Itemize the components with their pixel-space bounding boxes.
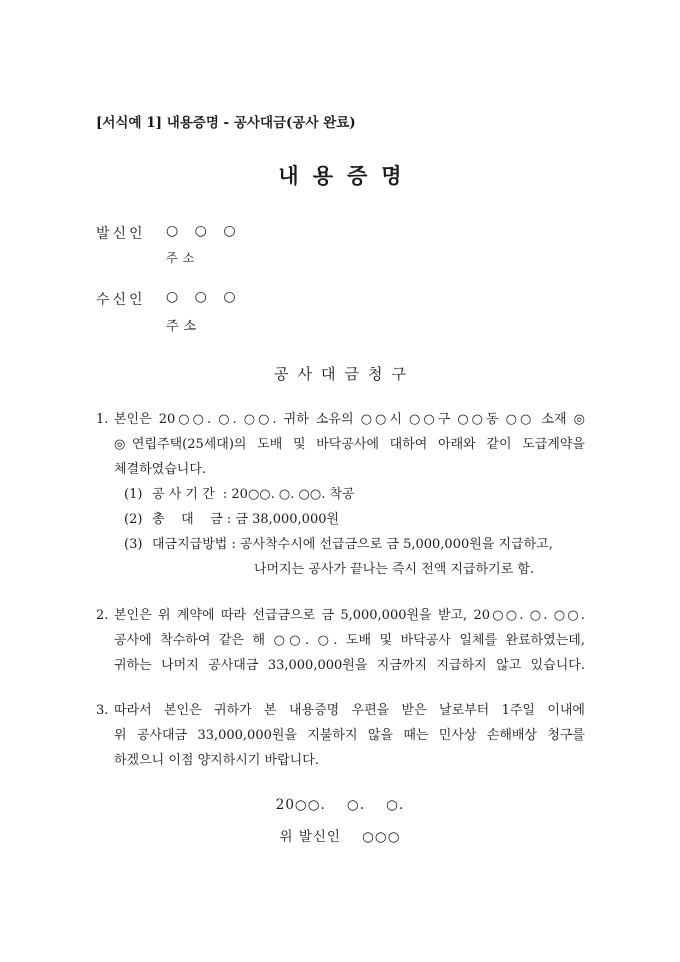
list-item-number: (3) [124,537,143,552]
document-title: 내용증명 [278,163,416,188]
paragraph-text: ◎연립주택(25세대)의 도배 및 바닥공사에 대하여 아래와 같이 도급계약을 [114,437,585,452]
list-item-number: (1) [124,487,143,502]
paragraph-text: 본인은 20○○. ○. ○○. 귀하 소유의 ○○시 ○○구 ○○동 ○○ 소재 ◎ [114,412,585,427]
receiver-name: ○ ○ ○ [166,289,242,305]
paragraph-number: 2. [96,608,109,623]
paragraph-text: 따라서 본인은 귀하가 본 내용증명 우편을 받은 날로부터 1주일 이내에 [114,703,585,718]
receiver-label: 수신인 [96,292,146,308]
paragraph-line [96,457,585,482]
paragraph-line [96,723,585,748]
sender-address-label: 주소 [166,251,200,265]
paragraph-1 [96,407,585,582]
contract-terms-list [96,482,585,582]
paragraph-3 [96,698,585,773]
paragraph-text: 하겠으니 이점 양지하시기 바랍니다. [114,753,319,768]
list-item-text: 공 사 기 간 : 20○○. ○. ○○. 착공 [152,487,355,502]
paragraph-line [96,603,585,628]
list-item-text: 대금지급방법 : 공사착수시에 선급금으로 금 5,000,000원을 지급하고, [152,537,553,552]
sender-signature: 위 발신인 ○○○ [279,829,401,845]
paragraph-line [96,698,585,723]
paragraph-text: 본인은 위 계약에 따라 선급금으로 금 5,000,000원을 받고, 20○○. ○. ○○. [114,608,585,623]
paragraph-text: 공사에 착수하여 같은 해 ○○. ○. 도배 및 바닥공사 일체를 완료하였는데, [114,633,585,648]
list-item-number: (2) [124,512,143,527]
document-date: 20○○. ○. ○. [275,797,405,813]
section-title: 공사대금청구 [274,365,415,383]
list-item [124,482,585,507]
paragraph-number: 3. [96,703,109,718]
paragraph-line [96,407,585,432]
paragraph-text: 체결하였습니다. [114,462,207,477]
paragraph-line [96,653,585,678]
list-item-continuation: 나머지는 공사가 끝나는 즉시 전액 지급하기로 함. [254,562,535,577]
paragraph-line [96,748,585,773]
paragraph-2 [96,603,585,678]
sender-label: 발신인 [96,226,146,242]
paragraph-line [96,628,585,653]
paragraph-line [96,432,585,457]
sender-name: ○ ○ ○ [166,223,242,239]
list-item-text: 총 대 금 : 금 38,000,000원 [152,512,340,527]
form-label: [서식예 1] 내용증명 - 공사대금(공사 완료) [96,115,356,131]
receiver-address-label: 주소 [166,319,202,334]
paragraph-text: 위 공사대금 33,000,000원을 지불하지 않을 때는 민사상 손해배상 청구를 [114,728,585,743]
paragraph-text: 귀하는 나머지 공사대금 33,000,000원을 지금까지 지급하지 않고 있습니다. [114,658,585,673]
list-item [124,532,585,557]
list-item [124,507,585,532]
paragraph-number: 1. [96,412,109,427]
